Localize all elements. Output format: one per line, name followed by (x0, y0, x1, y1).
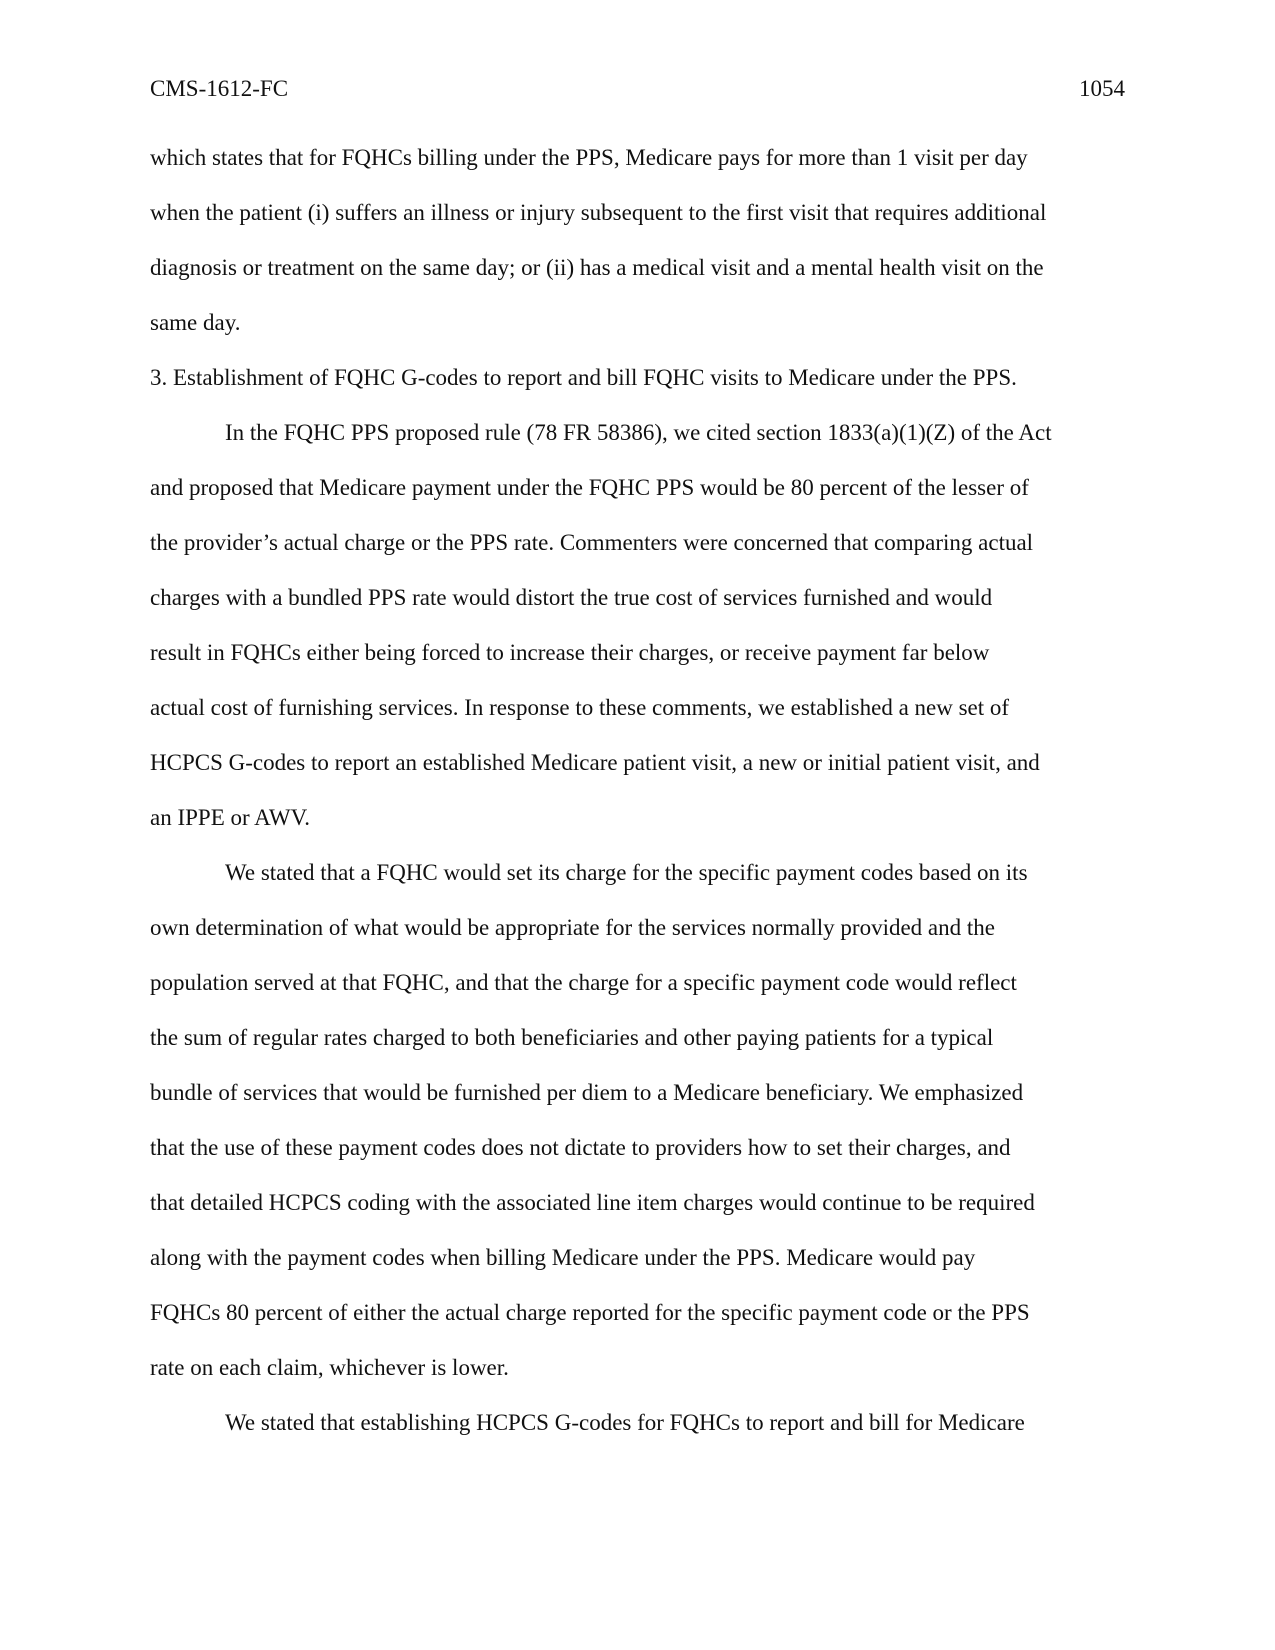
text-line: population served at that FQHC, and that the charge for a specific payment code would reflect (150, 970, 1017, 995)
text-line: the sum of regular rates charged to both beneficiaries and other paying patients for a typical (150, 1025, 994, 1050)
text-line: that detailed HCPCS coding with the associated line item charges would continue to be required (150, 1190, 1035, 1215)
text-line: result in FQHCs either being forced to increase their charges, or receive payment far below (150, 640, 990, 665)
section-heading: 3. Establishment of FQHC G-codes to report and bill FQHC visits to Medicare under the PPS. (150, 365, 1017, 390)
text-line: along with the payment codes when billing Medicare under the PPS. Medicare would pay (150, 1245, 976, 1270)
text-line: FQHCs 80 percent of either the actual charge reported for the specific payment code or the PPS (150, 1300, 1030, 1325)
document-id: CMS-1612-FC (150, 76, 289, 101)
text-line: when the patient (i) suffers an illness or injury subsequent to the first visit that requires additional (150, 200, 1047, 225)
text-line: We stated that establishing HCPCS G-codes for FQHCs to report and bill for Medicare (225, 1410, 1025, 1435)
page-number: 1054 (1079, 76, 1125, 101)
text-line: the provider’s actual charge or the PPS rate. Commenters were concerned that comparing actual (150, 530, 1034, 555)
text-line: same day. (150, 310, 241, 335)
text-line: bundle of services that would be furnished per diem to a Medicare beneficiary. We emphasized (150, 1080, 1024, 1105)
text-line: own determination of what would be appropriate for the services normally provided and the (150, 915, 995, 940)
text-line: that the use of these payment codes does not dictate to providers how to set their charges, and (150, 1135, 1011, 1160)
text-line: HCPCS G-codes to report an established Medicare patient visit, a new or initial patient visit, and (150, 750, 1040, 775)
text-line: charges with a bundled PPS rate would distort the true cost of services furnished and would (150, 585, 993, 610)
text-line: We stated that a FQHC would set its charge for the specific payment codes based on its (225, 860, 1028, 885)
text-line: In the FQHC PPS proposed rule (78 FR 58386), we cited section 1833(a)(1)(Z) of the Act (225, 420, 1052, 445)
text-line: and proposed that Medicare payment under the FQHC PPS would be 80 percent of the lesser of (150, 475, 1029, 500)
text-line: actual cost of furnishing services. In response to these comments, we established a new set of (150, 695, 1010, 720)
text-line: an IPPE or AWV. (150, 805, 311, 830)
text-line: diagnosis or treatment on the same day; or (ii) has a medical visit and a mental health visit on the (150, 255, 1044, 280)
text-line: which states that for FQHCs billing under the PPS, Medicare pays for more than 1 visit per day (150, 145, 1028, 170)
text-line: rate on each claim, whichever is lower. (150, 1355, 509, 1380)
